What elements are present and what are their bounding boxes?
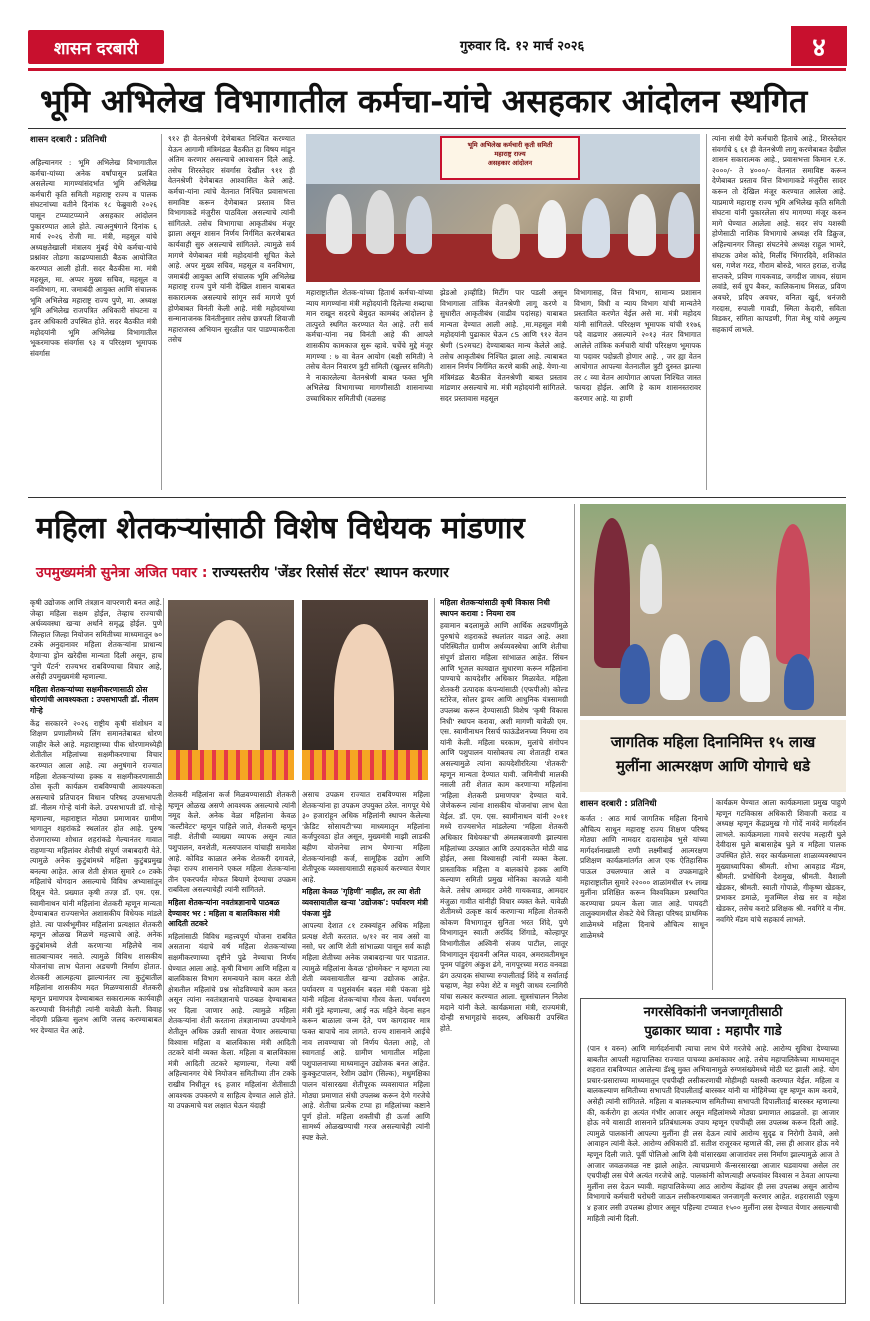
column-divider xyxy=(163,598,164,1304)
story1-col5: विभागासह, वित्त विभाग, सामान्य प्रशासन विभाग, विधी व न्याय विभाग यांची मान्यतेने प्रस्तावित करणेत येईल असे मा. मंत्री महोदय यांनी सांगितले. परिरक्षण भूमापक यांची ११७६ पदे वाढणार असल्याने २०१३ नंतर विभागात आलेले तांत्रिक कर्मचारी यांची परिरक्षण भूमापक या पदावर पदोन्नती होणार आहे. , जर ह्या वेतन आयोगात आपल्या वेतनातील त्रुटी दुरुस्त झाल्या तर ८ व्या वेतन आयोगात आपला निश्चित जास्त फायदा होईल. आणि हे काम शासनस्तरावर करणार आहे. या हाणी xyxy=(574,288,701,403)
person-figure xyxy=(784,654,814,710)
story2-headline: महिला शेतकऱ्यांसाठी विशेष विधेयक मांडणार xyxy=(36,511,525,546)
marigold-garland xyxy=(302,750,428,780)
story4-headline-line1: नगरसेविकांनी जनजागृतीसाठी xyxy=(643,1005,783,1020)
subheadline-rest: राज्यस्तरीय 'जेंडर रिसोर्स सेंटर' स्थापन करणार xyxy=(212,565,449,581)
column-divider xyxy=(712,798,713,990)
section-rule xyxy=(28,497,846,498)
story2-col4-subhead: महिला शेतकऱ्यांसाठी कृषी विकास निधी स्थापन करावा : नियमा राव xyxy=(440,598,550,618)
subheadline-lead: उपमुख्यमंत्री सुनेत्रा अजित पवार : xyxy=(36,565,208,581)
story2-col4 xyxy=(440,598,568,1304)
story1-col1: अहिल्यानगर : भूमि अभिलेख विभागातील कर्मचा-यांच्या अनेक वर्षांपासून प्रलंबित असलेल्या मागण्यांसंदर्भात भूमि अभिलेख कर्मचारी कृति समिती महाराष्ट्र राज्य व पालक संघटनांच्या वतीने दिनांक १८ फेब्रुवारी २०२६ पासून टप्प्याटप्प्याने असहकार आंदोलन पुकारण्यात आले होते. त्याअनुषंगाने दिनांक ६ मार्च २०२६ रोजी मा. मंत्री, महसूल यांचे अध्यक्षतेखाली मंत्रालय मुंबई येथे कर्मचा-यांचे प्रश्नांवर तोडगा काढण्यासाठी बैठक आयोजित करण्यात आली होती. सदर बैठकीस मा. मंत्री महसूल, मा. अप्पर मुख्य सचिव, महसूल व वनविभाग, मा. जमाबंदी आयुक्त आणि संचालक भूमि अभिलेख महाराष्ट्र राज्य पुणे, मा. अध्यक्ष भूमि अभिलेख राजपत्रित अधिकारी संघटना व इतर अधिकारी उपस्थित होते. सदर बैठकीत मंत्री महोदयांनी भूमि अभिलेख विभागातील भूकरमापक संवर्गास ९३ व परिरक्षण भूमापक संवर्गास xyxy=(30,158,157,358)
masthead xyxy=(0,0,870,70)
story4-body: (पान १ वरुन) आणि मार्गदर्शनाची त्याचा लाभ घेणे गरजेचे आहे. आरोग्य सुविधा देण्याच्या बाबतीत आपली महापालिका राज्यात पाचव्या क्रमांकावर आहे. तसेच महापालिकेच्या माध्यमातून शहरात राबविण्यात आलेल्या डॅश्बू मुक्त अभियानामुळे रुग्णसंख्येमध्ये मोठी घट झाली आहे. योग प्रचार-प्रसाराच्या माध्यमातून एचपीव्ही लसीकरणाची मोहीमही यशस्वी करण्यात येईल. महिला व बालकल्याण समितीच्या सभापती दिपालीताई बारस्कर यांनी या मोहिमेच्या दृष्ट म्हणून काम करावे, असेही त्यांनी सांगितले. महिला व बालकल्याण समितीच्या सभापती दिपालीताई बारस्कर म्हणाल्या की, कर्करोग हा अत्यंत गंभीर आजार असून महिलांमध्ये मोठ्या प्रमाणात आढळतो. हा आजार होऊ नये यासाठी शासनाने प्रतिबंधात्मक उपाय म्हणून एचपीव्ही लस उपलब्ध करून दिली आहे. त्यामुळे पालकांनी आपल्या मुलींना ही लस देऊन त्यांचे आरोग्य सुदृढ व निरोगी ठेवावे, असे आवाहन त्यांनी केले. आरोग्य अधिकारी डॉ. सतीश राजूरकर म्हणाले की, लस ही आजार होऊ नये म्हणून दिली जाते. पूर्वी पोलिओ आणि देवी यांसारख्या आजारांवर लस निर्माण झाल्यामुळे आज ते आजार जवळजवळ नष्ट झाले आहेत. त्याचप्रमाणे कॅन्सरसारखा आजार घडवायचा असेल तर एचपीव्ही लस घेणे अत्यंत गरजेचे आहे. पालकांनी कोणत्याही अफवांवर विश्वास न ठेवता आपल्या मुलींना लस देऊन घ्यावी. महापालिकेच्या आठ आरोग्य केंद्रांवर ही लस उपलब्ध असून आरोग्य विभागाचे कर्मचारी घरोघरी जाऊन लसीकरणाबाबत जनजागृती करणार आहेत. शहरासाठी एकूण ४ हजार लसी उपलब्ध होणार असून पहिल्या टप्प्यात १५०० मुलींना लस देण्यात येणार असल्याची माहिती त्यांनी दिली. xyxy=(587,1044,839,1223)
story4-headline-line2: पुढाकार घ्यावा : महापौर गाडे xyxy=(644,1024,782,1039)
story1-col6: त्यांना संधी देणे कर्मचारी हिताचे आहे., शिरस्तेदार संवर्गाचे ६ ६१ ही वेतनश्रेणी लागू करणेबाबत देखील शासन सकारात्मक आहे., प्रवासभत्ता किमान र.रु. २०००/- ते ४०००/- वेतनात समाविष्ट करून देणेबाबत प्रस्ताव वित्त विभागाकडे मंजुरीस सादर करून तो देखिल मंजूर करण्यात आलेला आहे. याप्रमाणे महाराष्ट्र राज्य भूमि अभिलेख कृति समिती संघटना यांनी पुकारलेला संप मागण्या मंजूर करुन मागे घेण्यात आलेला आहे. सदर संप यशस्वी होणेसाठी नाशिक विभागाचे अध्यक्ष रवि डिक्रुज, अहिल्यानगर जिल्हा संघटनेचे अध्यक्ष राहुल भामरे, संघटक उमेश कोदे, मिलींद भिंगारदिवे, शशिकांत धस, गणेश गरड, गौराम बोरुडे, भारत हराळ, राजेंद्र सप्तकरे, प्रविण गायकवाड, जगदीश जाधव, संग्राम लवांडे, सर्व ग्रुप बैकर, कालिकनाथ मिसळ, प्रविण अवचरे, प्रदिप अवचर, वनिता खुर्द, धनंजरी गरदास, रुपाली गावडी, स्मिता केदारी, सविता विडकर, संगिता कापडणी, गिता मेश्रू यांचे अमूल्य सहकार्य लाभले. xyxy=(712,134,846,334)
story2-col2-subhead: महिला शेतकऱ्यांना नवतंत्रज्ञानाचे पाठबळ देण्यावर भर : महिला व बालविकास मंत्री आदिती तटकरे xyxy=(168,897,280,929)
story2-subheadline xyxy=(36,563,449,582)
column-divider xyxy=(574,504,575,1304)
person-figure xyxy=(366,190,394,254)
story1-col2: ९१२ ही वेतनश्रेणी देणेबाबत निश्चित करण्यात येऊन आगामी मंत्रिमंडळ बैठकीत हा विषय मांडून अंतिम करणार असल्याचे आश्वासन दिले आहे. तसेच शिरस्तेदार संवर्गास देखील ९११ ही वेतनश्रेणी देणेबाबत आश्वासित केले आहे. कर्मचा-यांना त्यांचे वेतनात निश्चित प्रवासभत्ता समाविष्ट करून देणेबाबत प्रस्ताव वित्त विभागाकडे मंजुरीस पाठविला असल्याचे त्यांनी सांगितले. तसेच विभागाचा आकृतीबंध मंजूर झाला असून शासन निर्णय निर्गमित करणेबाबत कार्यवाही सुरु असल्याचे सांगितले. त्यामुळे सर्व मागणे येणेबाबत मंत्री महोदयांनी सूचित केले आहे. अपर मुख्य सचिव, महसूल व वनविभाग, जमाबंदी आयुक्त आणि संचालक भूमि अभिलेख महाराष्ट्र राज्य पुणे यांनी देखिल शासन याबाबत सकारात्मक असल्याचे सांगून सर्व मागणे पूर्ण होणेबाबत विनंती केली आहे. मंत्री महोदयांच्या सन्मानाजनक विनंतीनुसार तसेच छत्रपती शिवाजी महाराजस्व अभियान सुरळीत पार पाडण्याकरीता तसेच xyxy=(168,134,295,345)
story3-byline: शासन दरबारी : प्रतिनिधी xyxy=(580,798,657,808)
marigold-garland xyxy=(168,750,294,780)
protest-banner xyxy=(440,136,580,180)
story2-col1-text: कृषी उद्योजक आणि तंत्रज्ञान वापरणारी बनत आहे. जेव्हा महिला सक्षम होईल, तेव्हाच राज्याची अर्थव्यवस्था खऱ्या अर्थाने समृद्ध होईल. पुणे जिल्हात जिल्हा नियोजन समितीच्या माध्यमातून ७० टक्के अनुदानावर महिला शेतकऱ्यांना प्राधान्य देणाऱ्या ड्रोन खरेदीस मान्यता दिली असून, हाच 'पुणे पॅटर्न' राज्यभर राबविण्याचा विचार आहे, असेही उपमुख्यमंत्री म्हणाल्या. xyxy=(30,598,162,682)
banner-line: भूमि अभिलेख कर्मचारी कृती समिती xyxy=(467,141,553,149)
column-divider xyxy=(434,598,435,1304)
portrait-photo xyxy=(302,600,428,780)
story2-col3-text2: आपल्या देशात ८१ टक्क्यांहून अधिक महिला प्रत्यक्ष शेती करतात. ७/१२ वर नाव असो वा नसो, घर आणि शेती सांभाळ्या पासून सर्व काही महिला शेतीच्या अनेक जबाबदाऱ्या पार पाडतात. त्यामुळे महिलांना केवळ 'होममेकर' न म्हणता त्या शेती व्यवसायातील खऱ्या उद्योजक आहेत. पर्यावरण व पशुसंवर्धन बदल मंत्री पंकजा मुंडे यांनी महिला शेतकऱ्यांचा गौरव केला. पर्यावरण मंत्री मुंडे म्हणाल्या, आई नऊ महिने वेदना सहन करून बाळाला जन्म देते, पण कागदावर मात्र फक्त बापाचे नाव लागते. राज्य शासनाने आईचे नाव लावण्याचा जो निर्णय घेतला आहे, तो स्वागतार्ह आहे. ग्रामीण भागातील महिला पशुपालनाच्या माध्यमातून उद्योजक बनत आहेत. कुक्कुटपालन, रेशीम उद्योग (सिल्क), मधुमक्षिका पालन यांसारख्या शेतीपूरक व्यवसायात महिला मोठ्या प्रमाणात संधी उपलब्ध करून देणे गरजेचे आहे. शेतीचा प्रत्येक टप्पा हा महिलांच्या कष्टाने पूर्ण होतो. महिला शक्तीची ही ऊर्जा आणि सामर्थ्य ओळखण्याची गरज असल्याचेही त्यांनी स्पष्ट केले. xyxy=(302,921,430,1142)
person-figure xyxy=(620,644,650,704)
column-divider xyxy=(298,790,299,1304)
person-figure xyxy=(582,198,610,258)
story1-col4: झेडओ ३ाव्हीडि) मिटींग पार पडली असून विभागाला तांत्रिक वेतनश्रेणी लागू करणे व सुधारीत आकृतीबंध (वाढीव पदांसह) याबाबत मान्यता देण्यात आली आहे. ,मा.महसूल मंत्री महोदयांनी पुढाकार घेऊन ८S आणि ९१२ वेतन श्रेणी (S२मचट) देण्याबाबत मान्य केलेले आहे. तसेच आकृतीबंध निश्चित झाला आहे. त्याबाबत शासन निर्णय निर्गमित करणे बाकी आहे. येणा-या मंत्रिमंडळ बैठकीत वेतनश्रेणी बाबत प्रस्ताव मांडणार असल्याचे मा. मंत्री महोदयांनी सांगितले. सदर प्रस्तावास महसूल xyxy=(440,288,567,403)
story1-headline: भूमि अभिलेख विभागातील कर्मचा-यांचे असहकार आंदोलन स्थगित xyxy=(40,82,808,120)
person-figure xyxy=(406,196,432,254)
story1-col3: महाराष्ट्रातील शेतक-यांच्या हितार्थ कर्मचा-यांच्या न्याय मागण्यांना मंत्री महोदयांनी दिलेल्या शब्दाचा मान राखून सदरचे बेमुदत कामबंद आंदोलन हे तात्पुरते स्थगित करण्यात येत आहे. तरी सर्व कर्मचा-यांना नम्र विनंती आहे की आपले शासकीय कामकाज सुरू व्हावे. चर्चेचे मुद्दे मंजूर मागण्या : ७ वा वेतन आयोग (बक्षी समिती) ने तसेच वेतन निवारण त्रुटी समिती (खुल्लर समिती) ने नाकारलेल्या वेतनश्रेणी बाबत फक्त भूमि अभिलेख विभागाच्या मागणीसाठी शासनाच्या उच्चाधिकार समितीची (वळसह xyxy=(306,288,433,403)
story3-headline-box xyxy=(580,720,846,792)
story1-rule xyxy=(28,128,846,129)
story3-col2: कार्यक्रम घेण्यात आला कार्यक्रमाला प्रमुख पाहुणे म्हणून गटविकास अधिकारी शिवाजी कराड व अध्यक्ष म्हणून केंद्रप्रमुख गो गोर्दे नावंदे मार्गदर्शन लाभले. कार्यक्रमाला गावचे सरपंच मल्हारी घुले देवीदास घुले बाबासाहेब घुले व महिला पालक उपस्थित होते. सदर कार्यक्रमाला शाळाव्यवस्थापन मुख्याध्यापिका श्रीमती. शोभा आवहाड मॅडम, श्रीमती. प्रभोधिनी देशमुख, श्रीमती. वैशाली खेडकर, श्रीमती. स्वाती गोपाळे, गीकृष्ण खेडकर, प्रभाकर डमाळे, मुजम्मिल शेख सर व महेश खेडकर, तसेच कराटे प्रशिक्षक श्री. नवगिरे व नीम. नवगिरे मॅडम यांचे सहकार्य लाभले. xyxy=(716,798,846,924)
person-figure xyxy=(740,636,770,702)
story1-byline: शासन दरबारी : प्रतिनिधी xyxy=(30,134,107,144)
story2-col1 xyxy=(30,598,162,1304)
person-figure xyxy=(776,524,810,664)
story2-col3-text: असाच उपक्रम राज्यात राबविण्यास महिला शेतकऱ्यांना हा उपक्रम उपयुक्त ठरेल. नागपूर येथे ३० हजारांहून अधिक महिलांनी स्थापन केलेल्या 'क्रेडिट सोसायटी'च्या माध्यमातून महिलांना कर्जपुरवठा होत असून, मुख्यमंत्री माझी लाडकी बहीण योजनेचा लाभ घेणाऱ्या महिला शेतकऱ्यांनाही कर्ज, सामूहिक उद्योग आणि शेतीपूरक व्यवसायासाठी सहकार्य करण्यात येणार आहे. xyxy=(302,790,430,884)
story2-col2 xyxy=(168,790,296,1304)
person-figure xyxy=(668,192,694,258)
story2-col2-text2: महिलांसाठी विविध महत्त्वपूर्ण योजना राबवित असताना यंदाचे वर्ष महिला शेतकऱ्यांच्या सक्षमीकरणाच्या दृष्टीने पुढे नेण्याचा निर्णय घेण्यात आला आहे. कृषी विभाग आणि महिला व बालविकास विभाग समन्वयाने काम करत शेती क्षेत्रातील महिलांचे प्रश्न सोडविण्याचे काम करत असून त्यांना नवतंत्रज्ञानाचे पाठबळ देण्याबाबत भर दिला जाणार आहे. त्यामुळे महिला शेतकऱ्यांना शेती करताना तंत्रज्ञानाच्या उपयोगाने शेतीतून अधिक उन्नती साधता येणार असल्याचा विश्वास महिला व बालविकास मंत्री आदिती तटकरे यांनी व्यक्त केला. महिला व बालविकास मंत्री आदिती तटकरे म्हणाल्या, गेल्या वर्षी अहिल्यानगर येथे नियोजन समितीच्या तीन टक्के राखीव निधीतून १६ हजार महिलांना शेतीसाठी आवश्यक उपकरणे व साहित्य देण्यात आले होते. या उपक्रमाचे यश लक्षात घेऊन यंदाही xyxy=(168,931,296,1111)
person-figure xyxy=(640,544,662,614)
person-figure xyxy=(628,194,656,256)
story2-col1-text2: केंद्र सरकारने २०२६ राष्ट्रीय कृषी संशोधन व शिक्षण प्रणालीमध्ये लिंग समानतेबाबत धोरण जाहीर केले आहे. महाराष्ट्राच्या पीक धोरणामध्येही शेतीतील महिलांच्या सक्षमीकरणाचा विचार करण्यात आला आहे. त्या अनुषंगाने राज्यात महिला शेतकऱ्यांच्या हक्क व सक्षमीकरणासाठी ठोस कृती कार्यक्रम राबविण्याची आवश्यकता असल्याचे प्रतिपादन विधान परिषद उपसभापती डॉ. नीलम गोऱ्हे यांनी केले. उपसभापती डॉ. गोऱ्हे म्हणाल्या, महाराष्ट्रात मोठ्या प्रमाणावर ग्रामीण भागातून शहरांकडे स्थलांतर होत आहे. पुरुष रोजगाराच्या शोधात शहरांकडे गेल्यानंतर गावात राहणाऱ्या महिलांवर शेतीची संपूर्ण जबाबदारी येते. त्यामुळे अनेक कुटुंबांमध्ये महिला कुटुंबप्रमुख बनल्या आहेत. आज शेती क्षेत्रात सुमारे ८० टक्के महिलांचे योगदान असल्याचे विविध अभ्यासांतून दिसून येते. प्रख्यात कृषी तज्ज्ञ डॉ. एम. एस. स्वामीनाथन यांनी महिलांना शेतकरी म्हणून मान्यता देण्याबाबत राज्यसभेत अशासकीय विधेयक मांडले होते. त्या पार्श्वभूमीवर महिलांना प्रत्यक्षात शेतकरी म्हणून ओळख मिळणे महत्त्वाचे आहे. अनेक कुटुंबांमध्ये शेती करणाऱ्या महिलेचे नाव सातबाऱ्यावर नसते. त्यामुळे विविध शासकीय योजनांचा लाभ घेताना अडचणी निर्माण होतात. शेतकरी आत्महत्या झाल्यानंतर त्या कुटुंबातील महिलांना शासकीय मदत मिळण्यासाठी शेतकरी म्हणून प्रमाणपत्र देण्याबाबत सकारात्मक कार्यवाही करण्याची विनंतीही त्यांनी यावेळी केली. विवाह नोंदणी प्रक्रिया सुलभ आणि जलद करण्याबाबत भर देण्यात येत आहे. xyxy=(30,718,162,1035)
person-figure xyxy=(492,204,520,259)
schoolgirls-photo xyxy=(580,504,846,716)
banner-line: असहकार आंदोलन xyxy=(487,159,533,167)
person-figure xyxy=(594,518,630,668)
page-number: ४ xyxy=(791,26,847,66)
story3-col1: कर्जत : आठ मार्च जागतिक महिला दिनाचे औचित्य साधून महाराष्ट्र राज्य शिक्षण परिषद मोठ्या आणि नामदार दादासाहेब भुसे यांच्या मार्गदर्शनाखाली राणी लक्ष्मीबाई आत्मरक्षण प्रशिक्षण कार्यक्रमांतर्गत आज एक ऐतिहासिक पाऊल उचलण्यात आले व उपक्रमाद्वारे महाराष्ट्रातील सुमारे २२००० शाळांमधील १५ लाख मुलींना प्रशिक्षित करून विश्वविक्रम प्रस्थापित करण्याचा प्रयत्न केला जात आहे. पायदटी तालुक्यामधील शेकटे येथे जिल्हा परिषद प्राथमिक शाळेमध्ये महिला दिनाचे औचित्य साधून शाळेमध्ये xyxy=(580,814,708,940)
story2-col3 xyxy=(302,790,430,1304)
story2-col1-subhead: महिला शेतकऱ्यांच्या सक्षमीकरणासाठी ठोस धोरणांची आवश्यकता : उपसभापती डॉ. नीलम गोऱ्हे xyxy=(30,684,159,715)
story2-col4-text: हवामान बदलामुळे आणि आर्थिक अडचणींमुळे पुरुषांचे शहराकडे स्थलांतर वाढत आहे. अशा परिस्थितीत ग्रामीण अर्थव्यवस्थेचा आणि शेतीचा संपूर्ण डोलारा महिला सांभाळत आहेत. सिंचन आणि भूजल कायद्यात सुधारणा करून महिलांना पाण्याचे कायदेशीर अधिकार मिळावेत. महिला शेतकरी उत्पादक कंपन्यांसाठी (एफपीओ) कोल्ड स्टोरेज, सोलर ड्रायर आणि आधुनिक यंत्रसामग्री उपलब्ध करून देण्यासाठी विशेष 'कृषी विकास निधी' स्थापन करावा, अशी मागणी यावेळी एम. एस. स्वामीनाथन रिसर्च फाऊंडेशनच्या नियमा राव यांनी केली. महिला घरकाम, मुलांचे संगोपन आणि पशुपालन यासोबतच त्या शेतातही राबत असल्यामुळे त्यांना कायदेशीररित्या 'शेतकरी' म्हणून मान्यता देण्यात यावी. जमिनीची मालकी नसली तरी शेतात काम करणाऱ्या महिलांना 'महिला शेतकरी प्रमाणपत्र' देण्यात यावे. जेणेकरून त्यांना शासकीय योजनांचा लाभ घेता येईल. डॉ. एम. एस. स्वामीनाथन यांनी २०११ मध्ये राज्यसभेत मांडलेल्या 'महिला शेतकरी अधिकार विधेयका'ची अंमलबजावणी झाल्यास महिलांच्या उत्पन्नात आणि उत्पादकतेत मोठी वाढ होईल, असा विश्वासही त्यांनी व्यक्त केला. प्रास्ताविक महिला व बालकांचे हक्क आणि कल्याण समिती प्रमुख मोनिका काजळे यांनी केले. तसेच आमदार उमेरी गायकवाड, आमदार मंजुळा गावीत यांनीही विचार व्यक्त केले. यावेळी शेतीमध्ये उत्कृष्ट कार्य करणाऱ्या महिला शेतकरी कोकण विभागातून सुनिता भरत शिंदे, पुणे विभागातून स्वाती अरविंद शिंगाडे, कोल्हापूर विभागीतील अश्विनी संजय पाटील, लातूर विभागातून वृंदावनी अनिल यादव, अमरावतीमधून पूनम पांडुरंग अंकुश ढंगे, नागपूरच्या मराठ वनवडा ढंग उत्पादक संघाच्या रुपालीताई शिंदे व सर्वाताई चव्हाण, नेहा रुपेश शेटे व मधुरी जाधव रत्नागिरी यांचा सत्कार करण्यात आला. सूत्रसंचालन निलेश मदाने यांनी केले. कार्यक्रमाला मंत्री, राज्यमंत्री, दोन्ही सभागृहांचे सदस्य, अधिकारी उपस्थित होते. xyxy=(440,621,568,1033)
story2-col3-subhead: महिला केवळ 'गृहिणी' नाहीत, तर त्या शेती व्यवसायातील खऱ्या 'उद्योजक': पर्यावरण मंत्री पंकजा मुंडे xyxy=(302,887,428,918)
story2-col2-text: शेतकरी महिलांना कर्ज मिळवण्यासाठी शेतकरी म्हणून ओळख असणे आवश्यक असल्याचे त्यांनी नमूद केले. अनेक वेळा महिलांना केवळ 'कल्टीवेटर' म्हणून पाहिले जाते, शेतकरी म्हणून नाही. शेतीची व्याख्या व्यापक असून त्यात पशुपालन, वनशेती, मत्स्यपालन यांचाही समावेश आहे. कोविड काळात अनेक शेतकरी दगावले, तेव्हा राज्य शासनाने एकल महिला शेतकऱ्यांना तीन एकरपर्यंत मोफत बियाणे देण्याचा उपक्रम राबविला असल्याचेही त्यांनी सांगितले. xyxy=(168,790,296,895)
portrait-photo xyxy=(168,600,294,780)
column-divider xyxy=(161,134,162,490)
date-line: गुरुवार दि. १२ मार्च २०२६ xyxy=(460,39,585,54)
person-figure xyxy=(660,634,690,700)
person-figure xyxy=(538,200,566,258)
person-figure xyxy=(326,194,352,254)
story3-headline-line1: जागतिक महिला दिनानिमित्त १५ लाख xyxy=(610,733,816,751)
story3-headline-line2: मुलींना आत्मरक्षण आणि योगाचे धडे xyxy=(615,757,811,775)
banner-line: महाराष्ट्र राज्य xyxy=(494,150,526,158)
person-figure xyxy=(700,640,730,702)
person-figure xyxy=(198,620,260,770)
logo-text: शासन दरबारी xyxy=(53,38,139,59)
story4-box xyxy=(580,998,846,1304)
masthead-rule xyxy=(28,68,846,71)
column-divider xyxy=(706,134,707,490)
newspaper-logo xyxy=(28,30,164,64)
